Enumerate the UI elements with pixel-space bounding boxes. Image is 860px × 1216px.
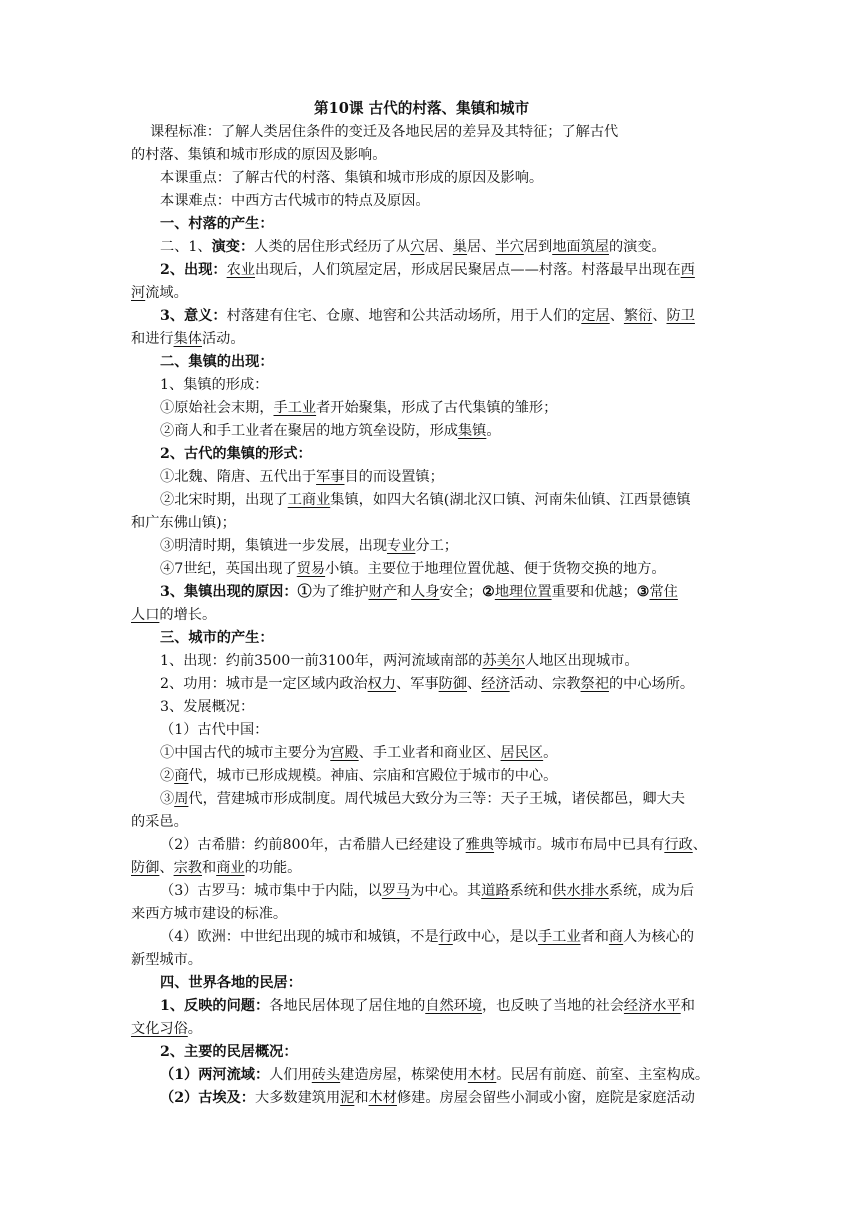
text-segment: ①中国古代的城市主要分为	[160, 745, 331, 761]
text-segment: （1）两河流域：	[160, 1067, 270, 1083]
text-segment: 政中心，是以	[452, 929, 538, 945]
underlined-keyword: 农业	[226, 262, 256, 278]
underlined-keyword: 木材	[467, 1067, 497, 1083]
text-segment: 者开始聚集，形成了古代集镇的雏形；	[316, 400, 558, 416]
text-segment: 四、世界各地的民居：	[160, 975, 302, 991]
underlined-keyword: 木材	[368, 1090, 397, 1106]
text-segment: 1、出现：约前3500一前3100年，两河流域南部的	[160, 653, 483, 669]
underlined-keyword: 自然环境	[425, 998, 483, 1014]
text-segment: 来西方城市建设的标准。	[131, 906, 288, 922]
text-line	[131, 513, 236, 533]
text-line	[160, 582, 678, 602]
underlined-keyword: 行政	[664, 837, 693, 853]
text-segment: 。	[543, 745, 558, 761]
text-segment: 人们用	[269, 1067, 312, 1083]
underlined-keyword: 宫殿	[330, 745, 359, 761]
text-segment: 、	[652, 308, 667, 324]
text-segment: ①原始社会末期，	[160, 400, 274, 416]
text-line	[160, 927, 694, 947]
text-segment: 者和	[580, 929, 609, 945]
text-line	[160, 720, 268, 740]
text-segment: 和进行	[131, 331, 174, 347]
underlined-keyword: 手工业	[273, 400, 317, 416]
text-line	[160, 1088, 695, 1108]
underlined-keyword: 专业	[387, 538, 416, 554]
text-line	[131, 950, 202, 970]
text-line	[160, 191, 430, 211]
text-segment: 系统，成为后	[608, 883, 695, 899]
text-line	[160, 766, 557, 786]
underlined-keyword: 繁衍	[623, 308, 653, 324]
text-segment: ②	[160, 768, 175, 784]
text-segment: 本课难点：中西方古代城市的特点及原因。	[160, 193, 430, 209]
text-segment: 为了维护	[311, 584, 369, 600]
underlined-keyword: 经济水平	[623, 998, 681, 1014]
text-line	[160, 375, 268, 395]
text-segment: 等城市。城市布局中已具有	[494, 837, 665, 853]
underlined-keyword: 行	[438, 929, 453, 945]
text-segment: 一、村落的产生：	[160, 216, 274, 232]
text-segment: 和	[680, 998, 695, 1014]
text-line	[160, 996, 695, 1016]
underlined-keyword: 祭祀	[580, 676, 609, 692]
text-segment: ③明清时期，集镇进一步发展，出现	[160, 538, 388, 554]
underlined-keyword: 巢	[452, 239, 468, 255]
text-line	[131, 858, 301, 878]
underlined-keyword: 商	[174, 768, 189, 784]
text-line	[131, 145, 386, 165]
text-line	[160, 467, 444, 487]
text-line	[160, 559, 666, 579]
text-line	[160, 306, 695, 326]
text-segment: 。	[486, 423, 501, 439]
underlined-keyword: 集镇	[457, 423, 487, 439]
text-segment: 二、集镇的出现：	[160, 354, 274, 370]
text-segment: ④7世纪，英国出现了	[160, 561, 297, 577]
text-segment: 三、城市的产生：	[160, 630, 274, 646]
underlined-keyword: 河	[131, 285, 146, 301]
text-segment: 代，营建城市形成制度。周代城邑大致分为三等：天子王城，诸侯都邑，卿大夫	[188, 791, 685, 807]
text-segment: 、	[159, 860, 174, 876]
text-segment: 、	[692, 837, 707, 853]
page-title	[314, 99, 529, 119]
text-line	[131, 1019, 202, 1039]
text-segment: 本课重点：了解古代的村落、集镇和城市形成的原因及影响。	[160, 170, 544, 186]
text-segment: 2、主要的民居概况：	[160, 1044, 298, 1060]
text-segment: 3、集镇出现的原因：①	[160, 584, 312, 600]
text-line	[160, 490, 691, 510]
text-segment: 的功能。	[244, 860, 302, 876]
text-segment: （2）古埃及：	[160, 1090, 255, 1106]
text-line	[160, 398, 557, 418]
text-line	[160, 168, 543, 188]
text-segment: 1、集镇的形成：	[160, 377, 269, 393]
text-segment: 演变：	[211, 239, 255, 255]
text-segment: 代，城市已形成规模。神庙、宗庙和宫殿位于城市的中心。	[188, 768, 558, 784]
underlined-keyword: 西	[680, 262, 695, 278]
text-line	[160, 881, 694, 901]
text-line	[160, 651, 639, 671]
text-line	[160, 260, 695, 280]
text-line	[160, 237, 666, 257]
text-segment: 和	[396, 584, 412, 600]
underlined-keyword: 罗马	[381, 883, 411, 899]
text-segment: ，也反映了当地的社会	[482, 998, 624, 1014]
text-segment: （2）古希腊：约前800年，古希腊人已经建设了	[160, 837, 466, 853]
underlined-keyword: 商	[608, 929, 624, 945]
text-segment: 2、出现：	[160, 262, 227, 278]
text-segment: 居、	[424, 239, 453, 255]
text-segment: 和广东佛山镇)；	[131, 515, 236, 531]
underlined-keyword: 防御	[131, 860, 160, 876]
text-segment: 系统和	[509, 883, 553, 899]
underlined-keyword: 防卫	[666, 308, 695, 324]
underlined-keyword: 半穴	[495, 239, 524, 255]
text-segment: 流域。	[145, 285, 188, 301]
underlined-keyword: 集体	[173, 331, 202, 347]
text-segment: 课程标准：了解人类居住条件的变迁及各地民居的差异及其特征；了解古代	[150, 124, 619, 140]
text-segment: ③	[636, 584, 650, 600]
text-segment: 第10课 古代的村落、集镇和城市	[314, 100, 530, 117]
text-segment: 集镇，如四大名镇(湖北汉口镇、河南朱仙镇、江西景德镇	[330, 492, 691, 508]
underlined-keyword: 穴	[410, 239, 425, 255]
text-line	[131, 283, 188, 303]
text-segment: 目的而设置镇；	[344, 469, 444, 485]
underlined-keyword: 道路	[481, 883, 510, 899]
text-segment: ②北宋时期，出现了	[160, 492, 288, 508]
text-line	[160, 743, 557, 763]
text-segment: 、军事	[396, 676, 439, 692]
text-segment: 村落建有住宅、仓廪、地窖和公共活动场所，用于人们的	[226, 308, 582, 324]
underlined-keyword: 常住	[649, 584, 678, 600]
text-line	[131, 605, 216, 625]
text-segment: 活动。	[201, 331, 245, 347]
text-line	[160, 697, 254, 717]
underlined-keyword: 财产	[368, 584, 397, 600]
text-line	[160, 628, 274, 648]
text-line	[160, 1042, 298, 1062]
text-segment: 的采邑。	[131, 814, 188, 830]
text-segment: 各地民居体现了居住地的	[269, 998, 426, 1014]
text-segment: 的中心场所。	[608, 676, 695, 692]
text-segment: ③	[160, 791, 175, 807]
text-segment: 和	[354, 1090, 369, 1106]
text-segment: 新型城市。	[131, 952, 202, 968]
text-segment: 二、1、	[160, 239, 212, 255]
text-segment: 2、功用：城市是一定区域内政治	[160, 676, 368, 692]
underlined-keyword: 防御	[438, 676, 468, 692]
underlined-keyword: 军事	[316, 469, 345, 485]
text-segment: 修建。房屋会留些小洞或小窗，庭院是家庭活动	[396, 1090, 695, 1106]
text-segment: 2、古代的集镇的形式：	[160, 446, 312, 462]
text-segment: 人地区出现城市。	[525, 653, 639, 669]
text-segment: （4）欧洲：中世纪出现的城市和城镇，不是	[160, 929, 439, 945]
text-line	[160, 835, 707, 855]
underlined-keyword: 经济	[481, 676, 510, 692]
underlined-keyword: 苏美尔	[482, 653, 526, 669]
text-line	[160, 1065, 709, 1085]
text-segment: 、	[609, 308, 624, 324]
underlined-keyword: 地面筑屋	[552, 239, 609, 255]
text-segment: 的增长。	[159, 607, 217, 623]
underlined-keyword: 商业	[216, 860, 245, 876]
underlined-keyword: 周	[174, 791, 189, 807]
text-segment: 、	[467, 676, 482, 692]
text-segment: 为中心。其	[410, 883, 482, 899]
text-line	[160, 214, 274, 234]
underlined-keyword: 文化习俗	[131, 1021, 188, 1037]
text-segment: 活动、宗教	[509, 676, 581, 692]
text-segment: 居到	[523, 239, 553, 255]
underlined-keyword: 贸易	[296, 561, 326, 577]
underlined-keyword: 工商业	[287, 492, 331, 508]
text-segment: 、手工业者和商业区、	[358, 745, 501, 761]
text-line	[160, 352, 274, 372]
text-segment: 出现后，人们筑屋定居，形成居民聚居点——村落。村落最早出现在	[255, 262, 681, 278]
text-line	[160, 674, 694, 694]
text-segment: 的村落、集镇和城市形成的原因及影响。	[131, 147, 387, 163]
text-segment: 建造房屋，栋梁使用	[340, 1067, 468, 1083]
text-line	[160, 444, 312, 464]
text-line	[160, 789, 685, 809]
text-segment: 1、反映的问题：	[160, 998, 270, 1014]
text-line	[160, 421, 501, 441]
text-segment: 和	[201, 860, 217, 876]
text-segment: 人为核心的	[623, 929, 695, 945]
text-segment: 3、意义：	[160, 308, 227, 324]
underlined-keyword: 宗教	[173, 860, 202, 876]
text-segment: 小镇。主要位于地理位置优越、便于货物交换的地方。	[325, 561, 666, 577]
underlined-keyword: 定居	[581, 308, 610, 324]
text-segment: 安全；	[439, 584, 483, 600]
underlined-keyword: 砖头	[311, 1067, 341, 1083]
text-line	[150, 122, 618, 142]
underlined-keyword: 地理位置	[494, 584, 552, 600]
text-segment: 重要和优越；	[551, 584, 637, 600]
text-line	[160, 536, 458, 556]
text-segment: 3、发展概况：	[160, 699, 255, 715]
text-line	[131, 904, 287, 924]
underlined-keyword: 雅典	[465, 837, 495, 853]
underlined-keyword: 泥	[340, 1090, 355, 1106]
text-segment: 的演变。	[608, 239, 666, 255]
text-line	[160, 973, 302, 993]
text-segment: ②	[482, 584, 495, 600]
text-segment: 人类的居住形式经历了从	[254, 239, 411, 255]
text-segment: 分工；	[415, 538, 458, 554]
underlined-keyword: 居民区	[500, 745, 544, 761]
text-segment: 居、	[467, 239, 496, 255]
underlined-keyword: 人口	[131, 607, 160, 623]
text-segment: （3）古罗马：城市集中于内陆，以	[160, 883, 382, 899]
text-line	[131, 329, 245, 349]
text-line	[131, 812, 188, 832]
underlined-keyword: 权力	[367, 676, 397, 692]
text-segment: 大多数建筑用	[255, 1090, 341, 1106]
text-segment: 。	[187, 1021, 202, 1037]
text-segment: 。民居有前庭、前室、主室构成。	[496, 1067, 710, 1083]
underlined-keyword: 人身	[411, 584, 440, 600]
text-segment: ①北魏、隋唐、五代出于	[160, 469, 317, 485]
underlined-keyword: 供水排水	[552, 883, 609, 899]
underlined-keyword: 手工业	[537, 929, 581, 945]
text-segment: ②商人和手工业者在聚居的地方筑垒设防，形成	[160, 423, 458, 439]
text-segment: （1）古代中国：	[160, 722, 269, 738]
